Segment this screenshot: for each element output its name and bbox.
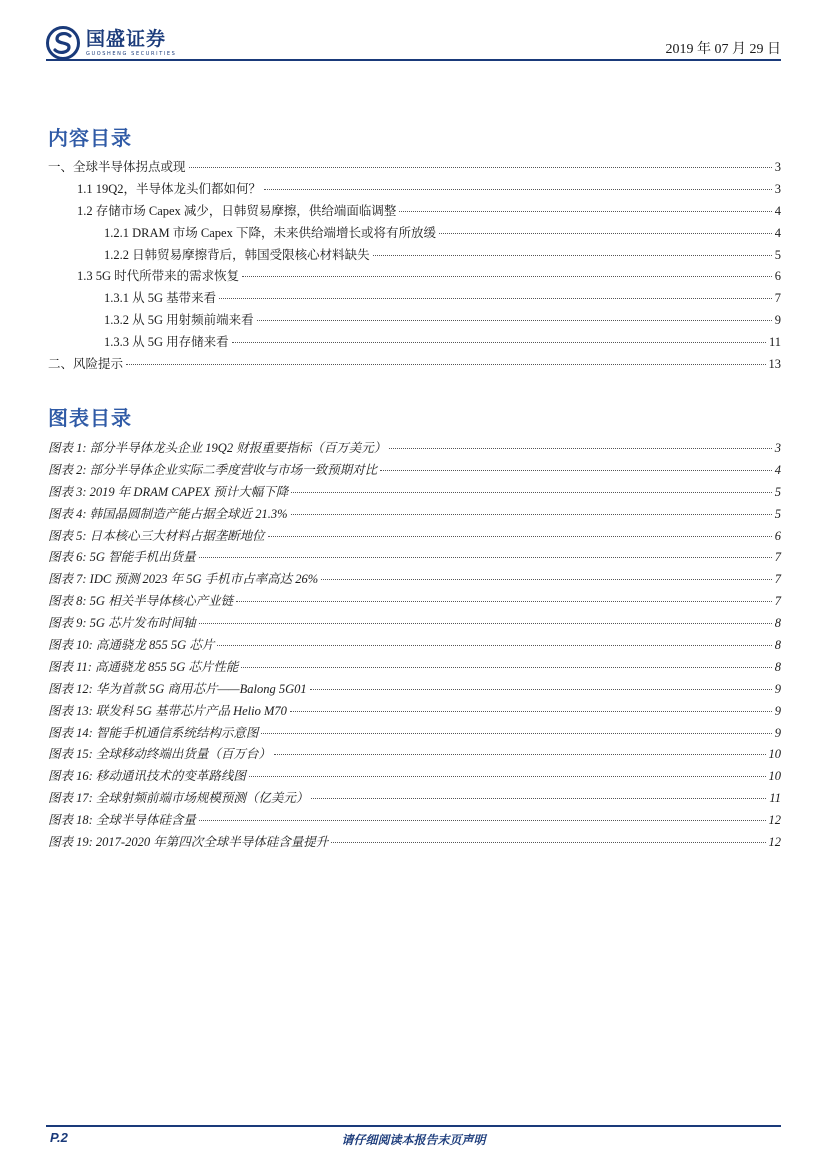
figure-entry-label: 图表 8: 5G 相关半导体核心产业链 (48, 594, 234, 609)
dot-leader (126, 364, 765, 365)
figure-entry[interactable] (48, 723, 781, 745)
figure-entry-page: 8 (774, 659, 781, 674)
figure-entry[interactable] (48, 591, 781, 613)
figure-entry[interactable] (48, 460, 781, 482)
figure-entry[interactable] (48, 679, 781, 701)
contents-entry[interactable] (48, 245, 781, 267)
figure-entry[interactable] (48, 613, 781, 635)
dot-leader (274, 754, 766, 755)
figure-entry-label: 图表 19: 2017-2020 年第四次全球半导体硅含量提升 (48, 835, 329, 850)
contents-title: 内容目录 (48, 126, 132, 150)
dot-leader (439, 233, 772, 234)
figure-entry-page: 7 (774, 572, 781, 587)
contents-entry-page: 3 (774, 160, 781, 174)
page-number: P.2 (50, 1130, 68, 1145)
dot-leader (232, 342, 766, 343)
footer-divider (46, 1125, 781, 1127)
contents-entry-label: 一、全球半导体拐点或现 (48, 160, 186, 174)
contents-entry[interactable] (48, 354, 781, 376)
figure-entry[interactable] (48, 482, 781, 504)
header-divider (46, 59, 781, 61)
figure-entry[interactable] (48, 701, 781, 723)
contents-entry[interactable] (48, 179, 781, 201)
figure-entry[interactable] (48, 547, 781, 569)
logo-chinese-name: 国盛证券 (86, 27, 167, 50)
figure-entry[interactable] (48, 504, 781, 526)
figure-entry-page: 9 (774, 681, 781, 696)
figure-entry-page: 10 (768, 747, 781, 762)
figure-entry[interactable] (48, 766, 781, 788)
figure-entry-page: 7 (774, 594, 781, 609)
figure-entry-label: 图表 17: 全球射频前端市场规模预测（亿美元） (48, 791, 309, 806)
contents-entry-label: 1.2.1 DRAM 市场 Capex 下降，未来供给端增长或将有所放缓 (104, 225, 436, 240)
figures-title: 图表目录 (48, 406, 132, 430)
figure-entry[interactable] (48, 810, 781, 832)
contents-entry-label: 1.3.1 从 5G 基带来看 (104, 291, 217, 306)
figure-entry-label: 图表 11: 高通骁龙 855 5G 芯片性能 (48, 659, 239, 674)
contents-entry-label: 二、风险提示 (48, 357, 124, 372)
dot-leader (311, 798, 766, 799)
contents-entry-page: 5 (774, 247, 781, 262)
figure-entry-page: 3 (774, 441, 781, 455)
contents-entry-page: 11 (768, 335, 781, 350)
dot-leader (268, 536, 772, 537)
contents-entry-label: 1.3.2 从 5G 用射频前端来看 (104, 313, 254, 328)
figure-entry-page: 9 (774, 703, 781, 718)
contents-entry[interactable] (48, 332, 781, 354)
dot-leader (199, 623, 772, 624)
dot-leader (189, 167, 772, 168)
contents-entry-label: 1.1 19Q2，半导体龙头们都如何？ (77, 181, 262, 196)
figure-entry-label: 图表 4: 韩国晶圆制造产能占据全球近 21.3% (48, 506, 288, 521)
dot-leader (236, 601, 772, 602)
logo-english-name: GUOSHENG SECURITIES (86, 50, 177, 57)
dot-leader (241, 667, 771, 668)
dot-leader (380, 470, 772, 471)
dot-leader (291, 514, 772, 515)
figure-entry[interactable] (48, 832, 781, 854)
logo-emblem-icon (46, 26, 80, 60)
dot-leader (373, 255, 772, 256)
contents-entry[interactable] (48, 288, 781, 310)
figure-entry-label: 图表 5: 日本核心三大材料占据垄断地位 (48, 528, 265, 543)
figure-entry[interactable] (48, 569, 781, 591)
figure-entry[interactable] (48, 657, 781, 679)
figure-entry-label: 图表 6: 5G 智能手机出货量 (48, 550, 196, 565)
figure-entry-label: 图表 14: 智能手机通信系统结构示意图 (48, 725, 259, 740)
contents-list (48, 157, 781, 376)
figure-entry-label: 图表 2: 部分半导体企业实际二季度营收与市场一致预期对比 (48, 462, 378, 477)
figure-entry-page: 8 (774, 616, 781, 631)
dot-leader (291, 492, 771, 493)
dot-leader (331, 842, 765, 843)
figure-entry-page: 11 (769, 791, 781, 806)
contents-entry-page: 3 (774, 181, 781, 196)
dot-leader (389, 448, 772, 449)
dot-leader (242, 276, 772, 277)
contents-entry[interactable] (48, 157, 781, 179)
contents-entry-page: 9 (774, 313, 781, 328)
figure-entry-label: 图表 9: 5G 芯片发布时间轴 (48, 616, 196, 631)
dot-leader (249, 776, 766, 777)
figure-entry-page: 5 (774, 484, 781, 499)
figure-entry-page: 10 (768, 769, 781, 784)
figure-entry-page: 12 (768, 813, 781, 828)
figure-entry-label: 图表 13: 联发科 5G 基带芯片产品 Helio M70 (48, 703, 287, 718)
contents-entry[interactable] (48, 310, 781, 332)
figure-entry-page: 9 (774, 725, 781, 740)
dot-leader (217, 645, 771, 646)
figure-entry[interactable] (48, 438, 781, 460)
contents-entry[interactable] (48, 201, 781, 223)
report-date: 2019 年 07 月 29 日 (665, 42, 781, 57)
contents-entry-page: 7 (774, 291, 781, 306)
figure-entry-page: 8 (774, 638, 781, 653)
contents-entry[interactable] (48, 223, 781, 245)
figure-entry-page: 4 (774, 462, 781, 477)
figure-entry-page: 6 (774, 528, 781, 543)
contents-entry-label: 1.3 5G 时代所带来的需求恢复 (77, 269, 240, 284)
dot-leader (321, 579, 772, 580)
figure-entry-label: 图表 12: 华为首款 5G 商用芯片——Balong 5G01 (48, 681, 307, 696)
figure-entry-page: 7 (774, 550, 781, 565)
contents-entry-label: 1.2 存储市场 Capex 减少，日韩贸易摩擦，供给端面临调整 (77, 203, 397, 218)
contents-entry-label: 1.3.3 从 5G 用存储来看 (104, 335, 229, 350)
figure-entry-label: 图表 10: 高通骁龙 855 5G 芯片 (48, 638, 215, 653)
contents-entry[interactable] (48, 266, 781, 288)
dot-leader (290, 711, 772, 712)
figure-entry-label: 图表 18: 全球半导体硅含量 (48, 813, 196, 828)
figure-entry[interactable] (48, 788, 781, 810)
contents-entry-label: 1.2.2 日韩贸易摩擦背后，韩国受限核心材料缺失 (104, 247, 370, 262)
dot-leader (199, 557, 772, 558)
figures-list (48, 438, 781, 854)
figure-entry-page: 12 (768, 835, 781, 850)
dot-leader (310, 689, 772, 690)
contents-entry-page: 6 (774, 269, 781, 284)
dot-leader (264, 189, 772, 190)
contents-entry-page: 4 (774, 203, 781, 218)
figure-entry-label: 图表 16: 移动通讯技术的变革路线图 (48, 769, 246, 784)
figure-entry[interactable] (48, 744, 781, 766)
figure-entry[interactable] (48, 526, 781, 548)
dot-leader (257, 320, 772, 321)
dot-leader (219, 298, 772, 299)
figure-entry-label: 图表 15: 全球移动终端出货量（百万台） (48, 747, 271, 762)
figure-entry-label: 图表 3: 2019 年 DRAM CAPEX 预计大幅下降 (48, 484, 289, 499)
figure-entry-label: 图表 7: IDC 预测 2023 年 5G 手机市占率高达 26% (48, 572, 319, 587)
dot-leader (399, 211, 771, 212)
dot-leader (261, 733, 771, 734)
company-logo (46, 26, 176, 60)
figure-entry-label: 图表 1: 部分半导体龙头企业 19Q2 财报重要指标（百万美元） (48, 441, 387, 455)
contents-entry-page: 13 (768, 357, 781, 372)
figure-entry[interactable] (48, 635, 781, 657)
figure-entry-page: 5 (774, 506, 781, 521)
contents-entry-page: 4 (774, 225, 781, 240)
dot-leader (199, 820, 766, 821)
disclaimer-notice: 请仔细阅读本报告末页声明 (341, 1133, 486, 1147)
